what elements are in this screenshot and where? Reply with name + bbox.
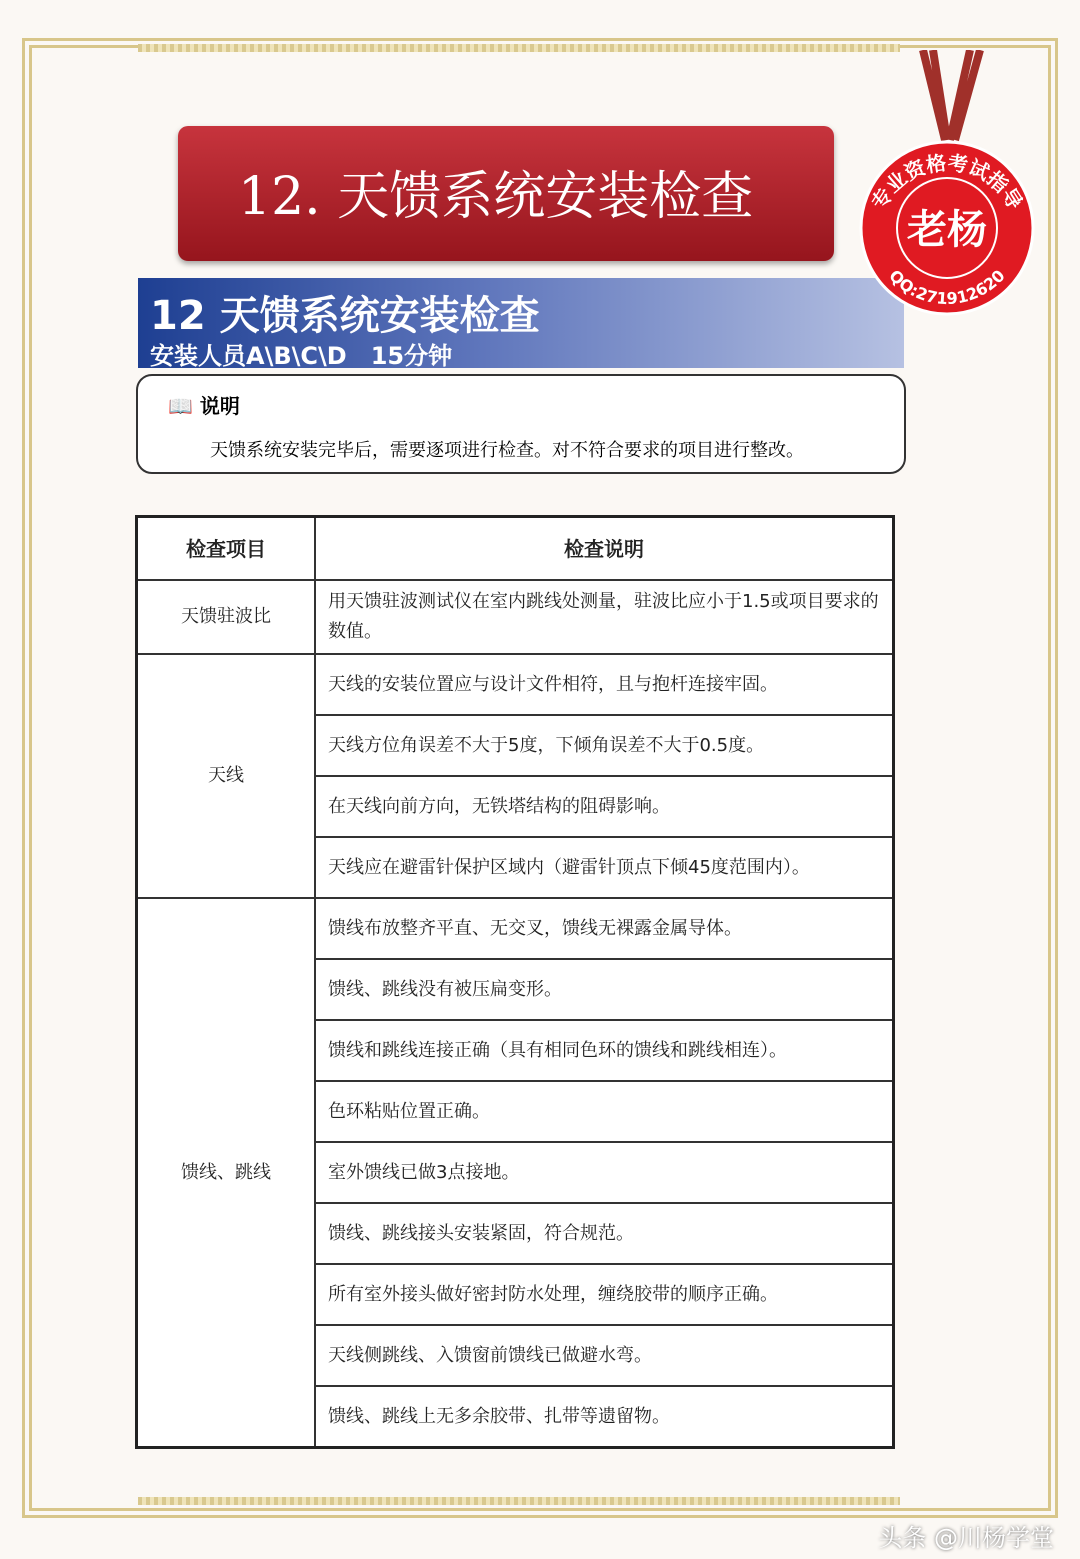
note-heading: 说明 [199,394,240,418]
inspection-table [135,515,895,1449]
section-subtitle: 安装人员A\B\C\D 15分钟 [150,342,453,370]
header-desc: 检查说明 [315,517,894,581]
check-item: 天线 [137,654,316,898]
check-description: 馈线、跳线没有被压扁变形。 [315,959,894,1020]
check-description: 天线应在避雷针保护区域内（避雷针顶点下倾45度范围内）。 [315,837,894,898]
section-header [138,278,904,368]
footer-watermark: 头条 @川杨学堂 [878,1524,1054,1552]
banner [178,126,834,261]
check-description: 天线的安装位置应与设计文件相符，且与抱杆连接牢固。 [315,654,894,715]
check-item: 天馈驻波比 [137,580,316,654]
table-row [137,580,894,654]
bottom-border [138,1497,900,1505]
check-description: 室外馈线已做3点接地。 [315,1142,894,1203]
check-description: 馈线、跳线上无多余胶带、扎带等遗留物。 [315,1386,894,1448]
note-body: 天馈系统安装完毕后，需要逐项进行检查。对不符合要求的项目进行整改。 [210,440,804,461]
check-description: 馈线和跳线连接正确（具有相同色环的馈线和跳线相连）。 [315,1020,894,1081]
check-description: 所有室外接头做好密封防水处理，缠绕胶带的顺序正确。 [315,1264,894,1325]
section-title: 12 天馈系统安装检查 [150,293,540,339]
banner-title: 12. 天馈系统安装检查 [238,167,754,227]
check-description: 馈线布放整齐平直、无交叉，馈线无裸露金属导体。 [315,898,894,959]
medal-center-text: 老杨 [907,207,987,253]
check-description: 用天馈驻波测试仪在室内跳线处测量，驻波比应小于1.5或项目要求的数值。 [315,580,894,654]
check-description: 天线方位角误差不大于5度，下倾角误差不大于0.5度。 [315,715,894,776]
check-description: 色环粘贴位置正确。 [315,1081,894,1142]
note-box [136,374,906,474]
table-row [137,654,894,715]
check-item: 馈线、跳线 [137,898,316,1448]
medal-ring-text: 专业资格考试指导 [866,150,1028,214]
check-description: 馈线、跳线接头安装紧固，符合规范。 [315,1203,894,1264]
header-item: 检查项目 [137,517,316,581]
top-border [138,44,900,52]
table-row [137,898,894,959]
medal-qq-text: QQ:271912620 [885,265,1009,309]
check-description: 在天线向前方向，无铁塔结构的阻碍影响。 [315,776,894,837]
book-icon: 📖 [168,394,193,418]
check-description: 天线侧跳线、入馈窗前馈线已做避水弯。 [315,1325,894,1386]
medal-seal [855,50,1040,325]
